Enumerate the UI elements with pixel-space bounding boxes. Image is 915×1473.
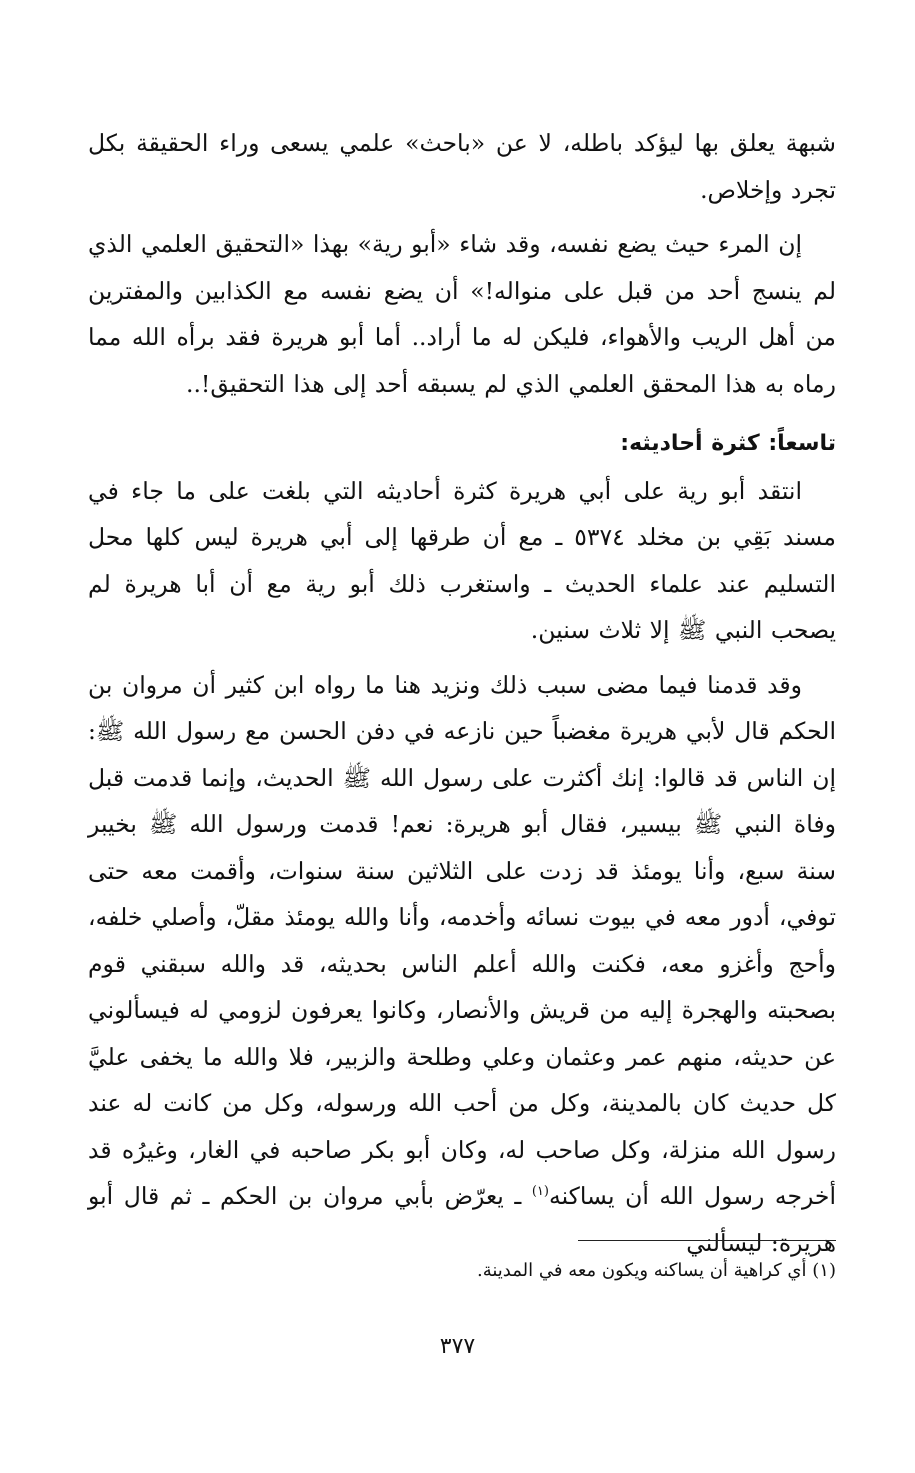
- section-heading: تاسعاً: كثرة أحاديثه:: [620, 431, 836, 456]
- footnote-text: أي كراهية أن يساكنه ويكون معه في المدينة.: [476, 1260, 807, 1281]
- paragraph-criticism: انتقد أبو رية على أبي هريرة كثرة أحاديثه التي بلغت على ما جاء في مسند بَقِي بن مخلد ٥٣٧٤ ـ مع أن طرقها إلى أبي هريرة ليس كلها محل التسليم عند علماء الحديث ـ واستغرب ذلك أبو رية مع أن أبا هريرة لم يصحب النبي ﷺ إلا ثلاث سنين.: [88, 476, 836, 644]
- paragraph-continuation: شبهة يعلق بها ليؤكد باطله، لا عن «باحث» علمي يسعى وراء الحقيقة بكل تجرد وإخلاص.: [88, 129, 836, 204]
- paragraph-marwan-narration: [88, 662, 836, 1267]
- footnote-marker: (١): [812, 1260, 836, 1281]
- narration-text: وقد قدمنا فيما مضى سبب ذلك ونزيد هنا ما رواه ابن كثير أن مروان بن الحكم قال لأبي هريرة مغضباً حين نازعه في دفن الحسن مع رسول الله ﷺ: إن الناس قد قالوا: إنك أكثرت على رسول الله ﷺ الحديث، وإنما قدمت قبل وفاة النبي ﷺ بيسير، فقال أبو هريرة: نعم! قدمت ورسول الله ﷺ بخيبر سنة سبع، وأنا يومئذ قد زدت على الثلاثين سنة سنوات، وأقمت معه حتى توفي، أدور معه في بيوت نسائه وأخدمه، وأنا والله يومئذ مقلّ، وأصلي خلفه، وأحج وأغزو معه، فكنت والله أعلم الناس بحديثه، قد والله سبقني قوم بصحبته والهجرة إليه من قريش والأنصار، وكانوا يعرفون لزومي له فيسألوني عن حديثه، منهم عمر وعثمان وعلي وطلحة والزبير، فلا والله ما يخفى عليَّ كل حديث كان بالمدينة، وكل من أحب الله ورسوله، وكل من كانت له عند رسول الله منزلة، وكل صاحب له، وكان أبو بكر صاحبه في الغار، وغيرُه قد أخرجه رسول الله أن يساكنه: [88, 670, 836, 1210]
- narration-continuation: ـ يعرّض بأبي مروان بن الحكم ـ ثم قال أبو هريرة: ليسألني: [88, 1182, 836, 1257]
- page-number: ٣٧٧: [439, 1334, 476, 1359]
- footnote-divider: [578, 1240, 836, 1241]
- paragraph-abu-rayya-position: إن المرء حيث يضع نفسه، وقد شاء «أبو رية» بهذا «التحقيق العلمي الذي لم ينسج أحد من قبل على منواله!» أن يضع نفسه مع الكذابين والمفترين من أهل الريب والأهواء، فليكن له ما أراد.. أما أبو هريرة فقد برأه الله مما رماه به هذا المحقق العلمي الذي لم يسبقه أحد إلى هذا التحقيق!..: [88, 230, 836, 398]
- footnote-reference[interactable]: (١): [531, 1184, 549, 1200]
- main-text: [88, 120, 836, 1266]
- footnote: [88, 1256, 836, 1286]
